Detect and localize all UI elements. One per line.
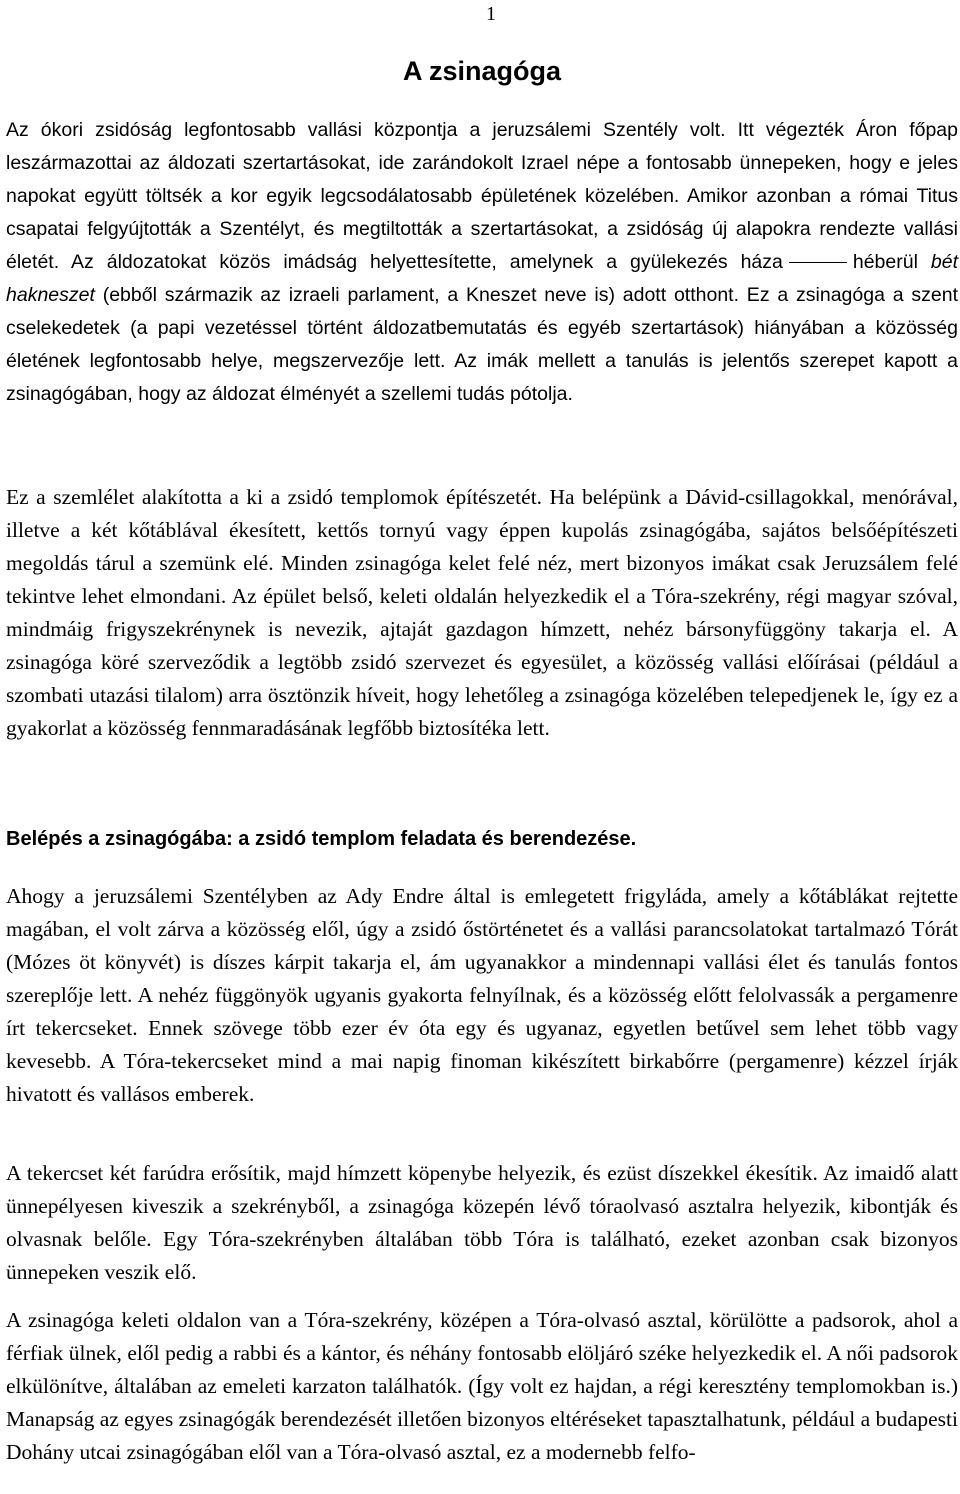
page-number: 1	[486, 3, 496, 25]
intro-text-d: (ebből származik az izraeli parlament, a Kneszet neve is) adott otthont. Ez a zsinagóga a szent cselekedetek (a papi vezetéssel történt áldozatbemutatás és egyéb szertartások) hiányában a közösség életének legfontosabb helye, megszervezője lett. Az imák mellett a tanulás is jelentős szerepet kapott a zsinagógában, hogy az áldozat élményét a szellemi tudás pótolja.	[6, 284, 958, 405]
torah-paragraph: Ahogy a jeruzsálemi Szentélyben az Ady Endre által is emlegetett frigyláda, amely a kőtáblákat rejtette magában, el volt zárva a közösség elől, úgy a zsidó őstörténetet és a vallási parancsolatokat tartalmazó Tórát (Mózes öt könyvét) is díszes kárpit takarja el, ám ugyanakkor a mindennapi vallási élet és tanulás fontos szereplője lett. A nehéz függönyök ugyanis gyakorta felnyílnak, és a közösség előtt felolvassák a pergamenre írt tekercseket. Ennek szövege több ezer év óta egy és ugyanaz, egyetlen betűvel sem lehet több vagy kevesebb. A Tóra-tekercseket mind a mai napig finoman kikészített birkabőrre (pergamenre) kézzel írják hivatott és vallásos emberek.	[6, 884, 958, 1106]
scroll-paragraph: A tekercset két farúdra erősítik, majd hímzett köpenybe helyezik, és ezüst díszekkel ékesítik. Az imaidő alatt ünnepélyesen kiveszik a szekrényből, a zsinagóga közepén lévő tóraolvasó asztalra helyezik, kibontják és olvasnak belőle. Egy Tóra-szekrényben általában több Tóra is található, ezeket azonban csak bizonyos ünnepeken veszik elő.	[6, 1161, 958, 1284]
layout-paragraph: A zsinagóga keleti oldalon van a Tóra-szekrény, középen a Tóra-olvasó asztal, körülötte a padsorok, ahol a férfiak ülnek, elől pedig a rabbi és a kántor, és néhány fontosabb elöljáró széke helyezkedik el. A női padsorok elkülönítve, általában az emeleti karzaton találhatók. (Így volt ez hajdan, a régi keresztény templomokban is.) Manapság az egyes zsinagógák berendezését illetően bizonyos eltéréseket tapasztalhatunk, például a budapesti Dohány utcai zsinagógában elől van a Tóra-olvasó asztal, ez a modernebb felfo-	[6, 1308, 958, 1464]
intro-text-a: Az ókori zsidóság legfontosabb vallási központja a jeruzsálemi Szentély volt. Itt végezték Áron főpap leszármazottai az áldozati szertartásokat, ide zarándokolt Izrael népe a fontosabb ünnepeken, hogy e jeles napokat együtt töltsék a kor egyik legcsodálatosabb épületének közelében. Amikor azonban a római Titus csapatai felgyújtották a Szentélyt, és megtiltották a szertartásokat, a zsidóság új alapokra rendezte vallási életét. Az áldozatokat közös imádság helyettesítette, amelynek a gyülekezés háza	[6, 119, 958, 273]
architecture-paragraph: Ez a szemlélet alakította a ki a zsidó templomok építészetét. Ha belépünk a Dávid-csillagokkal, menórával, illetve a két kőtáblával ékesített, kettős tornyú vagy éppen kupolás zsinagógába, sajátos belsőépítészeti megoldás tárul a szemünk elé. Minden zsinagóga kelet felé néz, mert bizonyos imákat csak Jeruzsálem felé tekintve lehet elmondani. Az épület belső, keleti oldalán helyezkedik el a Tóra-szekrény, régi magyar szóval, mindmáig frigyszekrénynek is nevezik, ajtaját gazdagon hímzett, nehéz bársonyfüggöny takarja el. A zsinagóga köré szerveződik a legtöbb zsidó szervezet és egyesület, a közösség vallási előírásai (például a szombati utazási tilalom) arra ösztönzik híveit, hogy lehetőleg a zsinagóga közelében telepedjenek le, így ez a gyakorlat a közösség fennmaradásának legfőbb biztosítéka lett.	[6, 485, 958, 740]
intro-paragraph	[6, 114, 958, 411]
document-title: A zsinagóga	[402, 56, 562, 86]
document-page	[6, 0, 958, 1494]
em-dash	[789, 262, 847, 263]
section-heading: Belépés a zsinagógába: a zsidó templom feladata és berendezése.	[6, 828, 637, 850]
intro-text-b: héberül	[852, 251, 918, 273]
intro-term-bet-hakneszet: bét hakneszet	[6, 251, 958, 306]
